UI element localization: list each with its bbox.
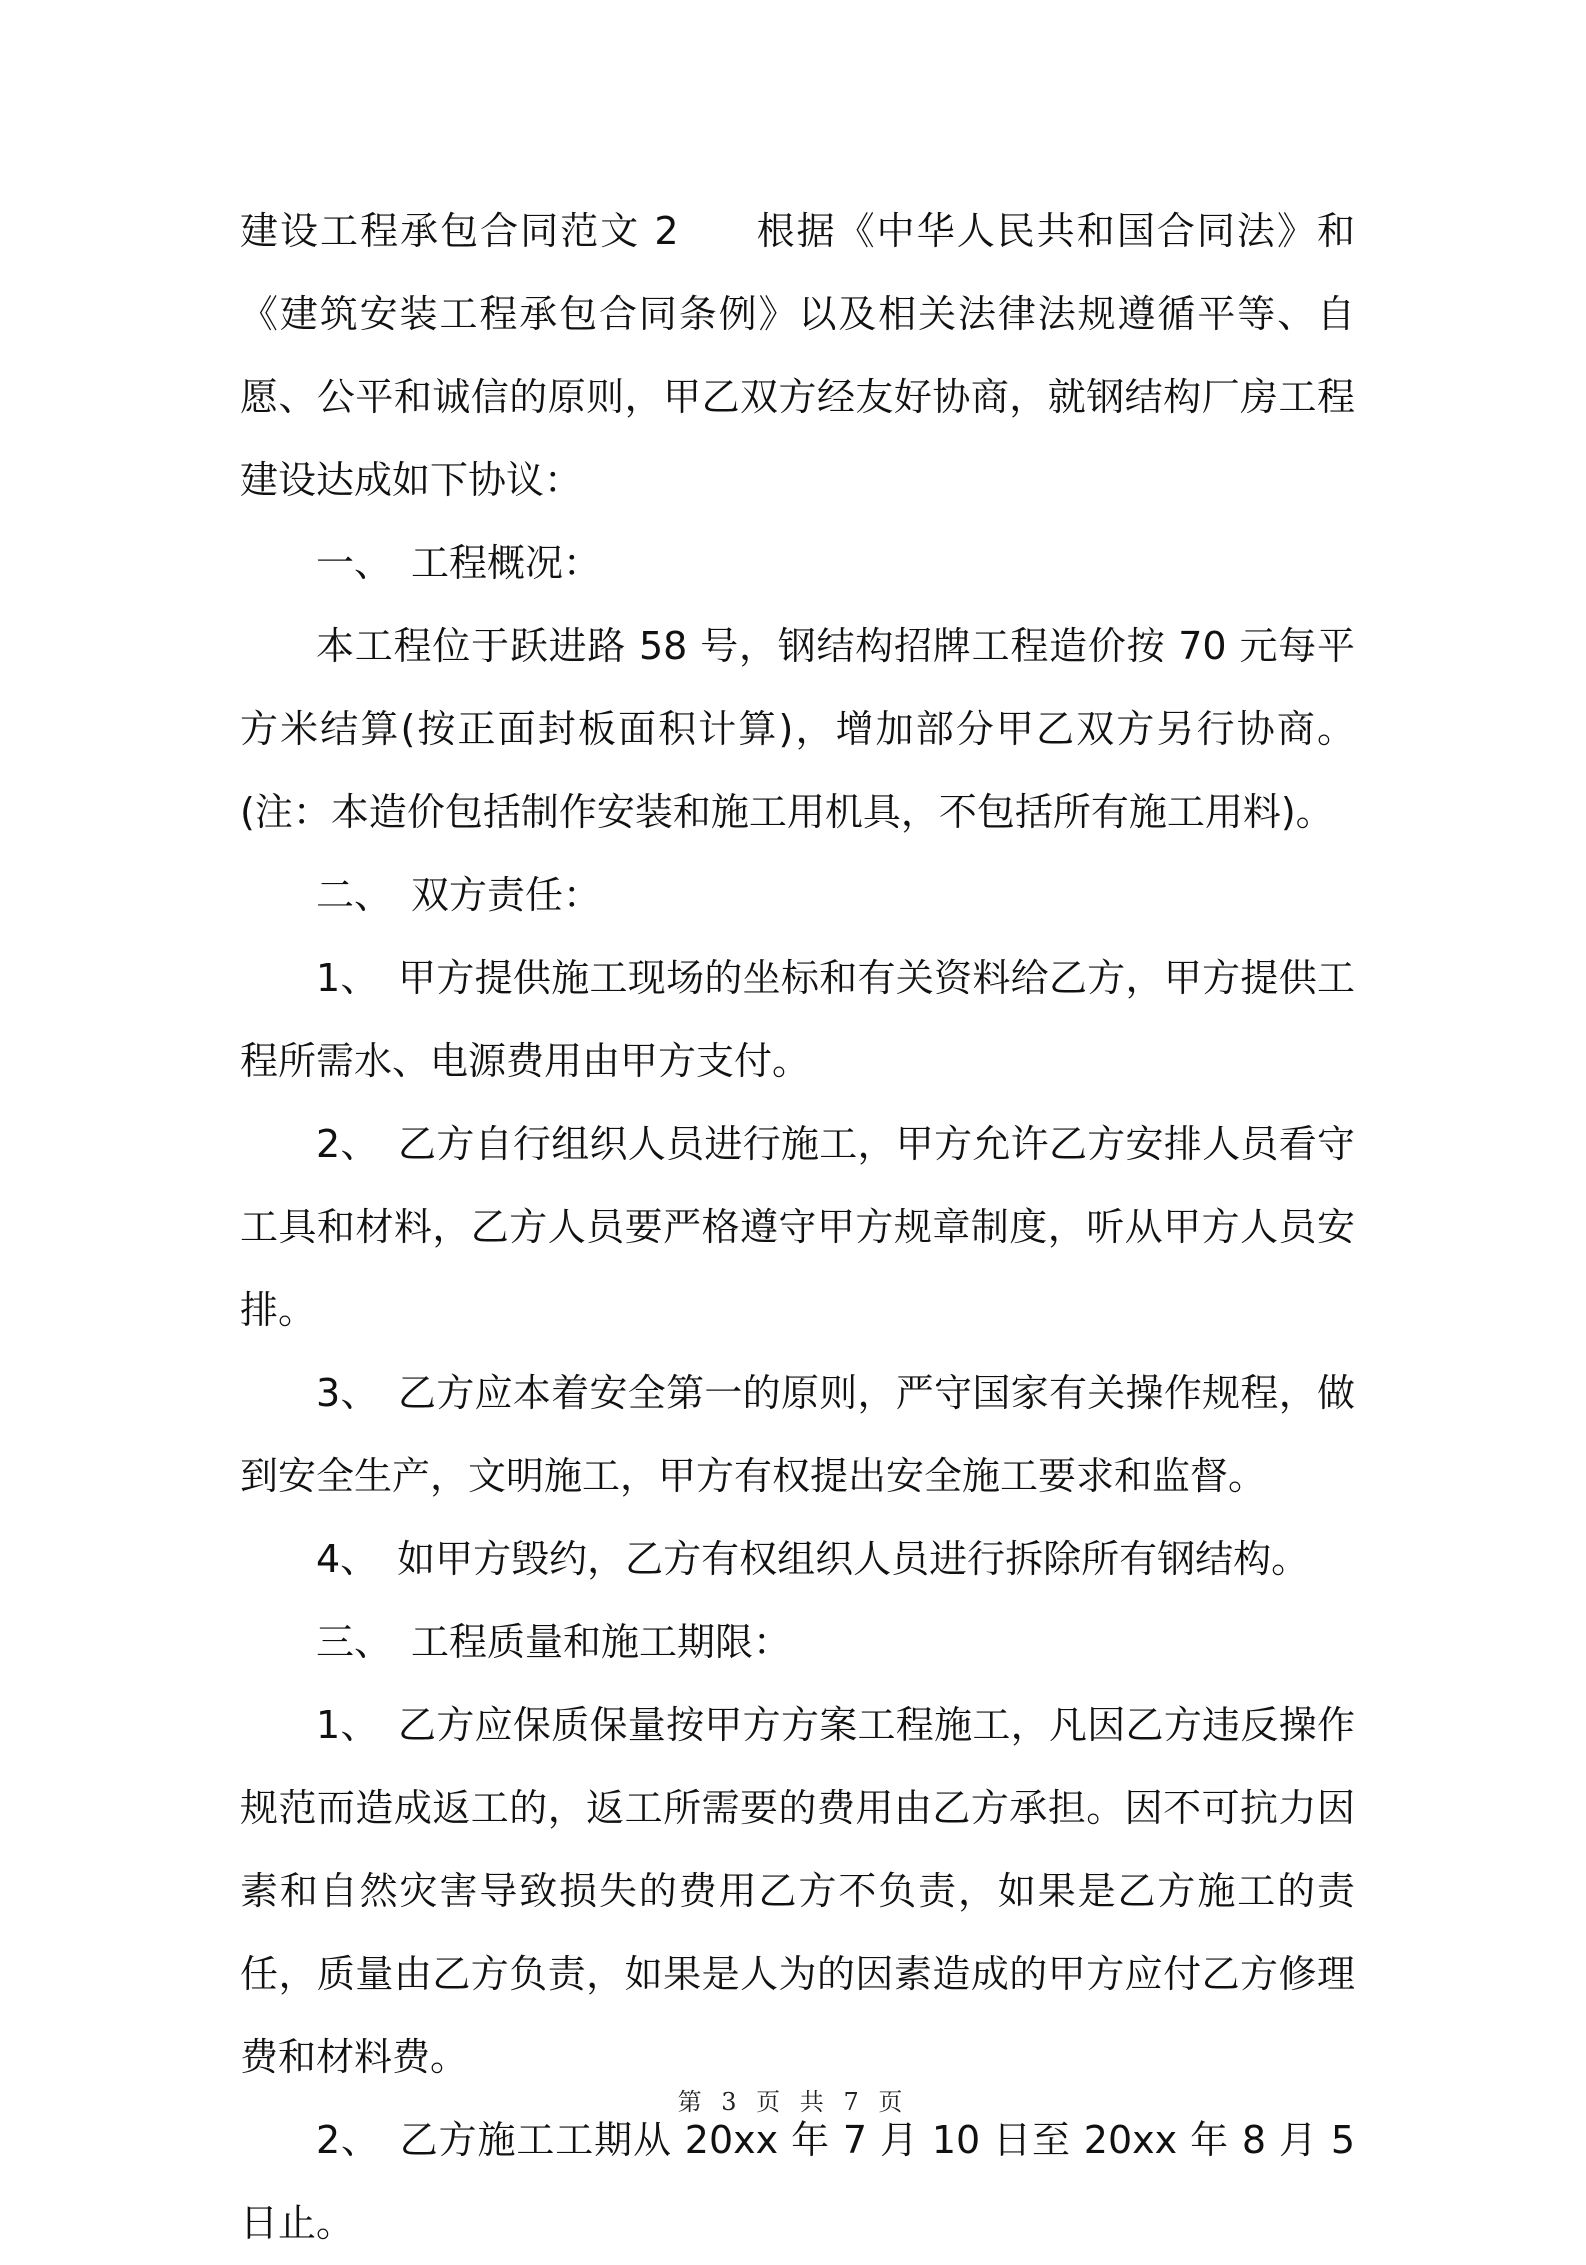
section-heading-overview: 一、 工程概况： [316,541,602,585]
page-number-footer: 第 3 页 共 7 页 [677,2088,909,2116]
document-title: 建设工程承包合同范文 2 [240,209,679,253]
opening-paragraph [240,190,1355,522]
clause-quality-1: 1、 乙方应保质保量按甲方方案工程施工，凡因乙方违反操作规范而造成返工的，返工所需要的费用由乙方承担。因不可抗力因素和自然灾害导致损失的费用乙方不负责，如果是乙方施工的责任，质量由乙方负责，如果是人为的因素造成的甲方应付乙方修理费和材料费。 [240,1703,1355,2079]
clause-responsibility-1: 1、 甲方提供施工现场的坐标和有关资料给乙方，甲方提供工程所需水、电源费用由甲方支付。 [240,956,1355,1083]
clause-responsibility-3: 3、 乙方应本着安全第一的原则，严守国家有关操作规程，做到安全生产，文明施工，甲方有权提出安全施工要求和监督。 [240,1371,1355,1498]
clause-responsibility-4: 4、 如甲方毁约，乙方有权组织人员进行拆除所有钢结构。 [316,1537,1310,1581]
clause-quality-2: 2、 乙方施工工期从 20xx 年 7 月 10 日至 20xx 年 8 月 5 日止。 [240,2118,1355,2245]
section-heading-quality: 三、 工程质量和施工期限： [316,1620,792,1664]
clause-responsibility-2: 2、 乙方自行组织人员进行施工，甲方允许乙方安排人员看守工具和材料，乙方人员要严格遵守甲方规章制度，听从甲方人员安排。 [240,1122,1355,1332]
section-heading-responsibilities: 二、 双方责任： [316,873,602,917]
paragraph-overview: 本工程位于跃进路 58 号，钢结构招牌工程造价按 70 元每平方米结算(按正面封板面积计算)，增加部分甲乙双方另行协商。(注：本造价包括制作安装和施工用机具，不包括所有施工用料)。 [240,624,1355,834]
intro-text: 根据《中华人民共和国合同法》和《建筑安装工程承包合同条例》以及相关法律法规遵循平等、自愿、公平和诚信的原则，甲乙双方经友好协商，就钢结构厂房工程建设达成如下协议： [240,209,1355,502]
document-body [240,190,1355,2265]
